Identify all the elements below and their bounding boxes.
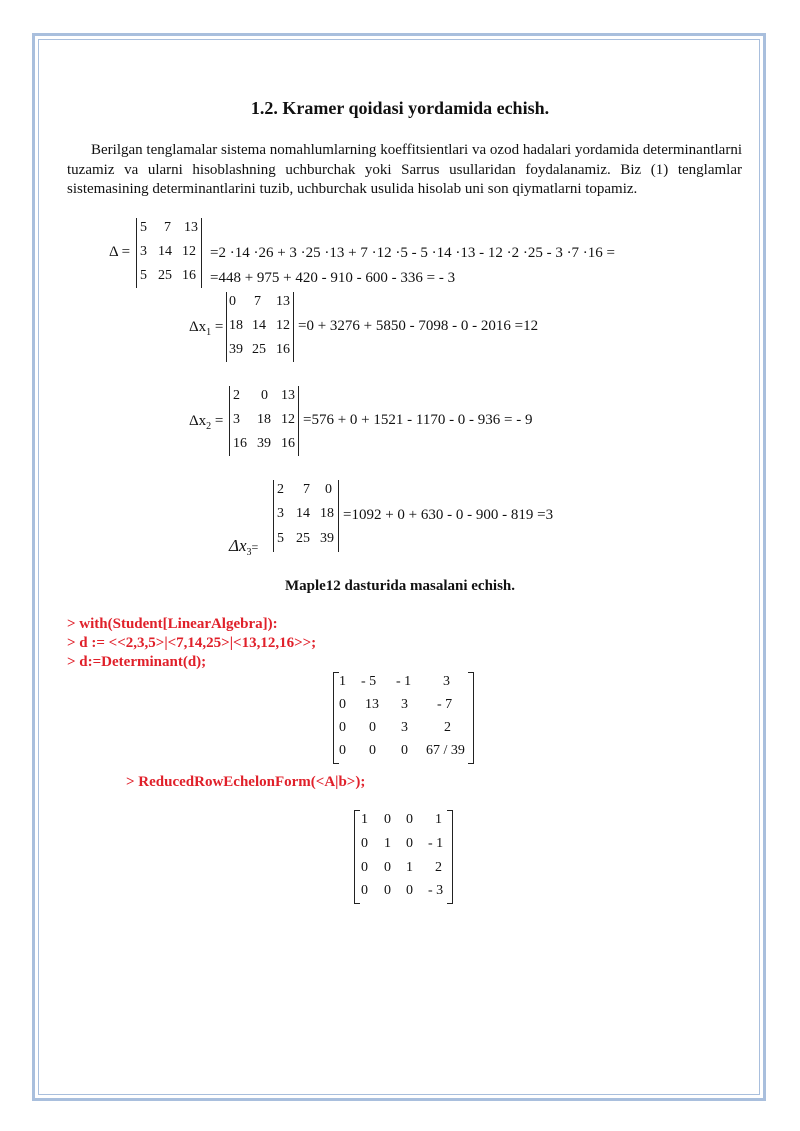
- maple-command-2: > d := <<2,3,5>|<7,14,25>|<13,12,16>>;: [67, 635, 317, 651]
- maple-command-4: > ReducedRowEchelonForm(<A|b>);: [126, 774, 366, 790]
- delta-expansion: =2 ·14 ·26 + 3 ·25 ·13 + 7 ·12 ·5 - 5 ·14 ·13 - 12 ·2 ·25 - 3 ·7 ·16 =: [210, 245, 616, 261]
- matrix-cell: 67 / 39: [426, 743, 465, 758]
- matrix-cell: 0: [361, 860, 368, 875]
- matrix-cell: 39: [257, 436, 271, 451]
- matrix-cell: 25: [158, 268, 172, 283]
- matrix-cell: 0: [406, 883, 413, 898]
- maple-output-matrix-2: [354, 810, 453, 904]
- matrix-cell: 0: [339, 720, 346, 735]
- matrix-cell: 0: [369, 743, 376, 758]
- delta-result: =448 + 975 + 420 - 910 - 600 - 336 = - 3: [210, 270, 456, 286]
- matrix-cell: 1: [384, 836, 391, 851]
- matrix-cell: 39: [229, 342, 243, 357]
- matrix-cell: - 1: [428, 836, 444, 851]
- matrix-cell: 12: [276, 318, 290, 333]
- matrix-cell: 0: [369, 720, 376, 735]
- matrix-cell: 25: [296, 531, 310, 546]
- matrix-cell: 14: [296, 506, 310, 521]
- delta-label: Δ =: [109, 244, 131, 260]
- matrix-cell: 0: [384, 860, 391, 875]
- matrix-cell: 14: [158, 244, 172, 259]
- dx3-result: =1092 + 0 + 630 - 0 - 900 - 819 =3: [343, 507, 554, 523]
- matrix-cell: 16: [182, 268, 196, 283]
- dx3-determinant: [273, 480, 339, 552]
- matrix-cell: 0: [261, 388, 268, 403]
- matrix-cell: 1: [435, 812, 442, 827]
- matrix-cell: 13: [365, 697, 379, 712]
- matrix-cell: 12: [182, 244, 196, 259]
- section-title: 1.2. Kramer qoidasi yordamida echish.: [250, 98, 550, 118]
- matrix-cell: 3: [140, 244, 147, 259]
- matrix-cell: 14: [252, 318, 266, 333]
- maple-heading: Maple12 dasturida masalani echish.: [284, 578, 516, 594]
- dx1-determinant: [226, 292, 294, 362]
- matrix-cell: 1: [406, 860, 413, 875]
- matrix-cell: 5: [277, 531, 284, 546]
- matrix-cell: 13: [281, 388, 295, 403]
- matrix-cell: - 1: [396, 674, 412, 689]
- matrix-cell: 0: [384, 883, 391, 898]
- delta-determinant: [136, 218, 202, 288]
- matrix-cell: 16: [281, 436, 295, 451]
- matrix-cell: 0: [229, 294, 236, 309]
- matrix-cell: 2: [435, 860, 442, 875]
- matrix-cell: 12: [281, 412, 295, 427]
- matrix-cell: 7: [164, 220, 171, 235]
- matrix-cell: 5: [140, 268, 147, 283]
- matrix-cell: 39: [320, 531, 334, 546]
- dx1-label: $\Delta x_1$ =: [189, 319, 224, 338]
- matrix-cell: 18: [229, 318, 243, 333]
- matrix-cell: 0: [401, 743, 408, 758]
- matrix-cell: 0: [361, 836, 368, 851]
- matrix-cell: 13: [184, 220, 198, 235]
- matrix-cell: 5: [140, 220, 147, 235]
- matrix-cell: 0: [325, 482, 332, 497]
- matrix-cell: 0: [339, 697, 346, 712]
- matrix-cell: 0: [406, 836, 413, 851]
- matrix-cell: 16: [233, 436, 247, 451]
- matrix-cell: 13: [276, 294, 290, 309]
- dx2-determinant: [229, 386, 299, 456]
- matrix-cell: 16: [276, 342, 290, 357]
- matrix-cell: 7: [303, 482, 310, 497]
- dx3-label: $\Delta x_3=$: [229, 536, 259, 559]
- matrix-cell: 2: [233, 388, 240, 403]
- matrix-cell: 1: [339, 674, 346, 689]
- matrix-cell: 3: [233, 412, 240, 427]
- matrix-cell: 7: [254, 294, 261, 309]
- dx1-result: =0 + 3276 + 5850 - 7098 - 0 - 2016 =12: [298, 318, 539, 334]
- matrix-cell: 18: [257, 412, 271, 427]
- maple-command-3: > d:=Determinant(d);: [67, 654, 207, 670]
- matrix-cell: - 5: [361, 674, 377, 689]
- matrix-cell: 3: [277, 506, 284, 521]
- dx2-result: =576 + 0 + 1521 - 1170 - 0 - 936 = - 9: [303, 412, 533, 428]
- maple-output-matrix-1: [333, 672, 474, 764]
- matrix-cell: 18: [320, 506, 334, 521]
- matrix-cell: 0: [361, 883, 368, 898]
- matrix-cell: 25: [252, 342, 266, 357]
- matrix-cell: 0: [384, 812, 391, 827]
- dx2-label: $\Delta x_2$ =: [189, 413, 224, 432]
- matrix-cell: 0: [406, 812, 413, 827]
- matrix-cell: 3: [443, 674, 450, 689]
- matrix-cell: 3: [401, 720, 408, 735]
- matrix-cell: 1: [361, 812, 368, 827]
- maple-command-1: > with(Student[LinearAlgebra]):: [67, 616, 278, 632]
- matrix-cell: 2: [444, 720, 451, 735]
- intro-paragraph: Berilgan tenglamalar sistema nomahlumlarning koeffitsientlari va ozod hadalari yordamida determinantlarni tuzamiz va ularni hisoblashning uchburchak yoki Sarrus usullaridan foydalanamiz. Biz (1) tenglamlar sistemasining determinantlarini tuzib, uchburchak usulida hisolab uni son qiymatlarni topamiz.: [67, 142, 742, 197]
- matrix-cell: - 3: [428, 883, 444, 898]
- matrix-cell: 0: [339, 743, 346, 758]
- matrix-cell: 3: [401, 697, 408, 712]
- matrix-cell: 2: [277, 482, 284, 497]
- matrix-cell: - 7: [437, 697, 453, 712]
